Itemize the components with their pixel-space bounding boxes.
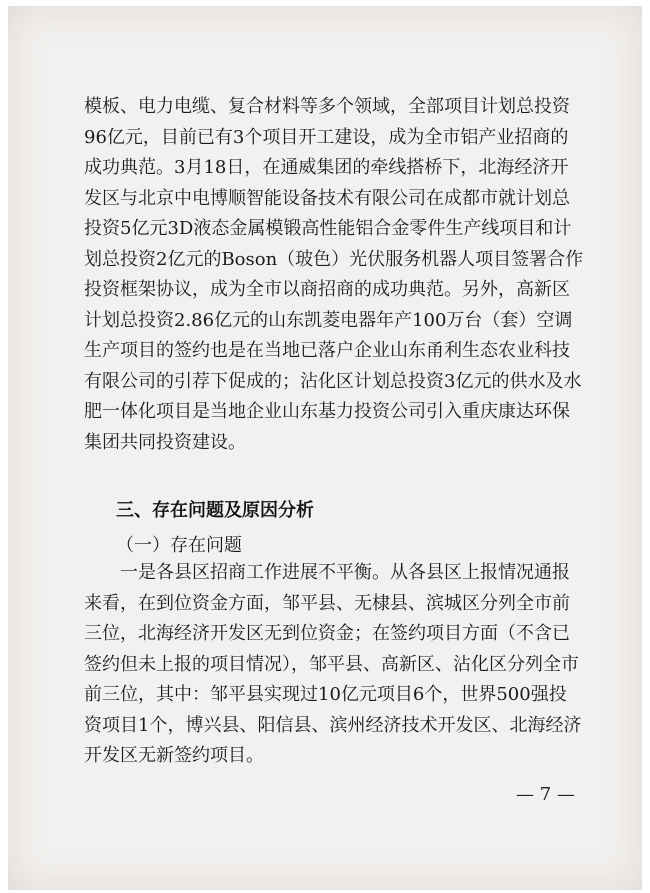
document-page <box>8 6 642 890</box>
paragraph-continued: 模板、电力电缆、复合材料等多个领域，全部项目计划总投资96亿元，目前已有3个项目开工建设，成为全市铝产业招商的成功典范。3月18日，在通威集团的牵线搭桥下，北海经济开发区与北京中电博顺智能设备技术有限公司在成都市就计划总投资5亿元3D液态金属模锻高性能铝合金零件生产线项目和计划总投资2亿元的Boson（玻色）光伏服务机器人项目签署合作投资框架协议，成为全市以商招商的成功典范。另外，高新区计划总投资2.86亿元的山东凯菱电器年产100万台（套）空调生产项目的签约也是在当地已落户企业山东甬利生态农业科技有限公司的引荐下促成的；沾化区计划总投资3亿元的供水及水肥一体化项目是当地企业山东基力投资公司引入重庆康达环保集团共同投资建设。 <box>84 96 584 453</box>
show-through-artifact <box>78 464 578 478</box>
body-text-problems <box>84 558 584 772</box>
body-text-section <box>84 92 584 458</box>
section-heading: 三、存在问题及原因分析 <box>116 500 314 521</box>
subsection-heading: （一）存在问题 <box>116 535 242 556</box>
paragraph-problems: 一是各县区招商工作进展不平衡。从各县区上报情况通报来看，在到位资金方面，邹平县、无棣县、滨城区分列全市前三位，北海经济开发区无到位资金；在签约项目方面（不含已签约但未上报的项目情况），邹平县、高新区、沾化区分列全市前三位，其中：邹平县实现过10亿元项目6个，世界500强投资项目1个，博兴县、阳信县、滨州经济技术开发区、北海经济开发区无新签约项目。 <box>84 562 582 766</box>
page-number: — 7 — <box>516 784 575 805</box>
